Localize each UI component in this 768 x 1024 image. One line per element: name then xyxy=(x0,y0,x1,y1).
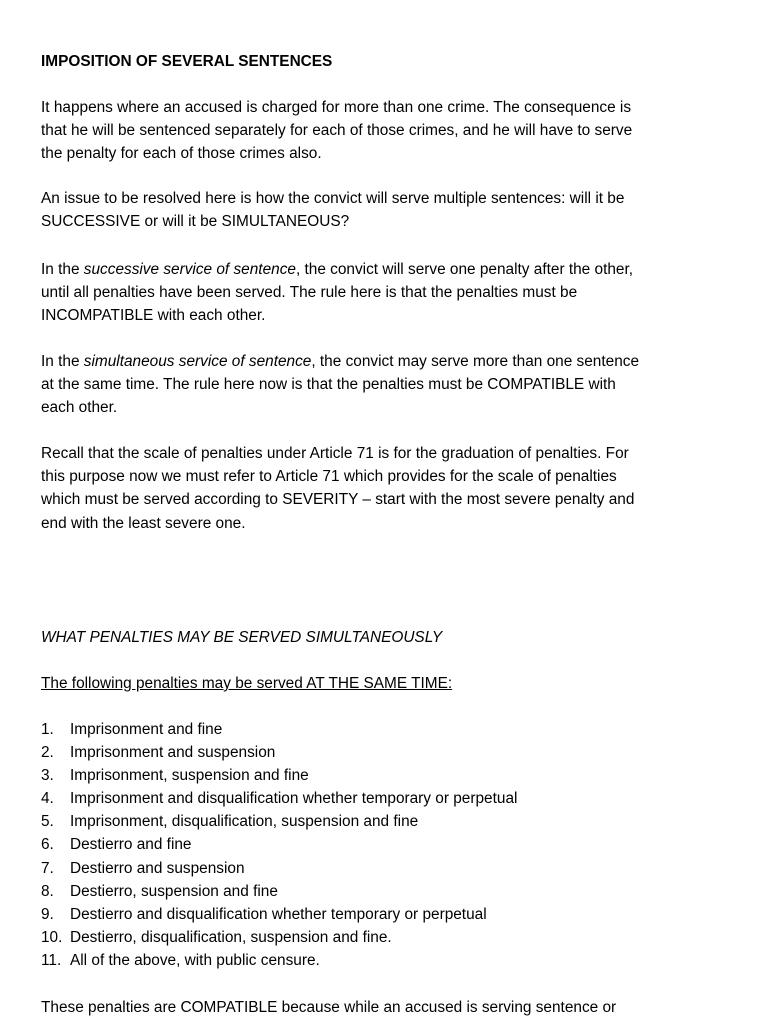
paragraph-definition xyxy=(41,96,741,166)
list-text: Destierro, suspension and fine xyxy=(70,882,278,900)
list-item xyxy=(41,949,517,972)
text-line: at the same time. The rule here now is that the penalties must be COMPATIBLE with xyxy=(41,376,616,394)
text-run: , the convict may serve more than one sentence xyxy=(311,353,640,370)
list-text: Imprisonment and suspension xyxy=(70,744,276,762)
text-line: the penalty for each of those crimes also. xyxy=(41,145,322,163)
list-lead: The following penalties may be served AT THE SAME TIME: xyxy=(41,675,453,692)
text-line: SUCCESSIVE or will it be SIMULTANEOUS? xyxy=(41,213,350,231)
text-run: , the convict will serve one penalty after the other, xyxy=(295,261,634,278)
text-line: which must be served according to SEVERITY – start with the most severe penalty and xyxy=(41,491,635,509)
list-text: Imprisonment, disqualification, suspension and fine xyxy=(70,813,419,831)
text-line: INCOMPATIBLE with each other. xyxy=(41,307,266,325)
list-number: 11. xyxy=(41,951,62,969)
list-number: 5. xyxy=(41,813,54,831)
list-item xyxy=(41,926,517,949)
list-number: 2. xyxy=(41,744,54,762)
list-text: Destierro and suspension xyxy=(70,859,245,877)
paragraph-article-71 xyxy=(41,442,741,535)
paragraph-issue xyxy=(41,187,741,233)
text-line: until all penalties have been served. The rule here is that the penalties must be xyxy=(41,284,578,302)
text-run: In the xyxy=(41,261,84,278)
text-line xyxy=(41,258,741,281)
text-line: It happens where an accused is charged for more than one crime. The consequence is xyxy=(41,99,632,116)
paragraph-simultaneous xyxy=(41,350,741,420)
list-item xyxy=(41,741,517,764)
section-subheading: WHAT PENALTIES MAY BE SERVED SIMULTANEOUSLY xyxy=(41,629,443,646)
list-number: 10. xyxy=(41,928,63,946)
list-text: All of the above, with public censure. xyxy=(70,951,320,969)
list-text: Destierro and fine xyxy=(70,836,192,854)
list-text: Destierro and disqualification whether temporary or perpetual xyxy=(70,905,487,923)
list-item xyxy=(41,833,517,856)
list-item xyxy=(41,718,517,741)
list-text: Imprisonment, suspension and fine xyxy=(70,767,309,785)
list-number: 3. xyxy=(41,767,54,785)
emphasis-simultaneous: simultaneous service of sentence xyxy=(83,353,312,370)
text-line: this purpose now we must refer to Article 71 which provides for the scale of penalties xyxy=(41,468,617,486)
list-item xyxy=(41,903,517,926)
list-text: Imprisonment and fine xyxy=(70,721,223,738)
list-item xyxy=(41,857,517,880)
list-number: 1. xyxy=(41,721,54,738)
list-item xyxy=(41,810,517,833)
paragraph-compatible: These penalties are COMPATIBLE because while an accused is serving sentence or xyxy=(41,999,617,1016)
list-number: 6. xyxy=(41,836,54,854)
emphasis-successive: successive service of sentence xyxy=(83,261,296,278)
list-number: 9. xyxy=(41,905,54,923)
list-text: Destierro, disqualification, suspension and fine. xyxy=(70,928,392,946)
document-title: IMPOSITION OF SEVERAL SENTENCES xyxy=(41,53,333,70)
text-run: In the xyxy=(41,353,84,370)
list-number: 7. xyxy=(41,859,54,877)
paragraph-successive xyxy=(41,258,741,328)
text-line: An issue to be resolved here is how the convict will serve multiple sentences: will it be xyxy=(41,190,625,207)
list-item xyxy=(41,880,517,903)
text-line: Recall that the scale of penalties under Article 71 is for the graduation of penalties. For xyxy=(41,445,629,462)
text-line: each other. xyxy=(41,399,118,417)
list-number: 8. xyxy=(41,882,54,900)
text-line xyxy=(41,350,741,373)
text-line: that he will be sentenced separately for each of those crimes, and he will have to serve xyxy=(41,122,633,140)
list-item xyxy=(41,764,517,787)
list-number: 4. xyxy=(41,790,54,808)
penalty-list xyxy=(41,718,517,972)
list-text: Imprisonment and disqualification whether temporary or perpetual xyxy=(70,790,518,808)
text-line: end with the least severe one. xyxy=(41,514,246,532)
list-item xyxy=(41,787,517,810)
